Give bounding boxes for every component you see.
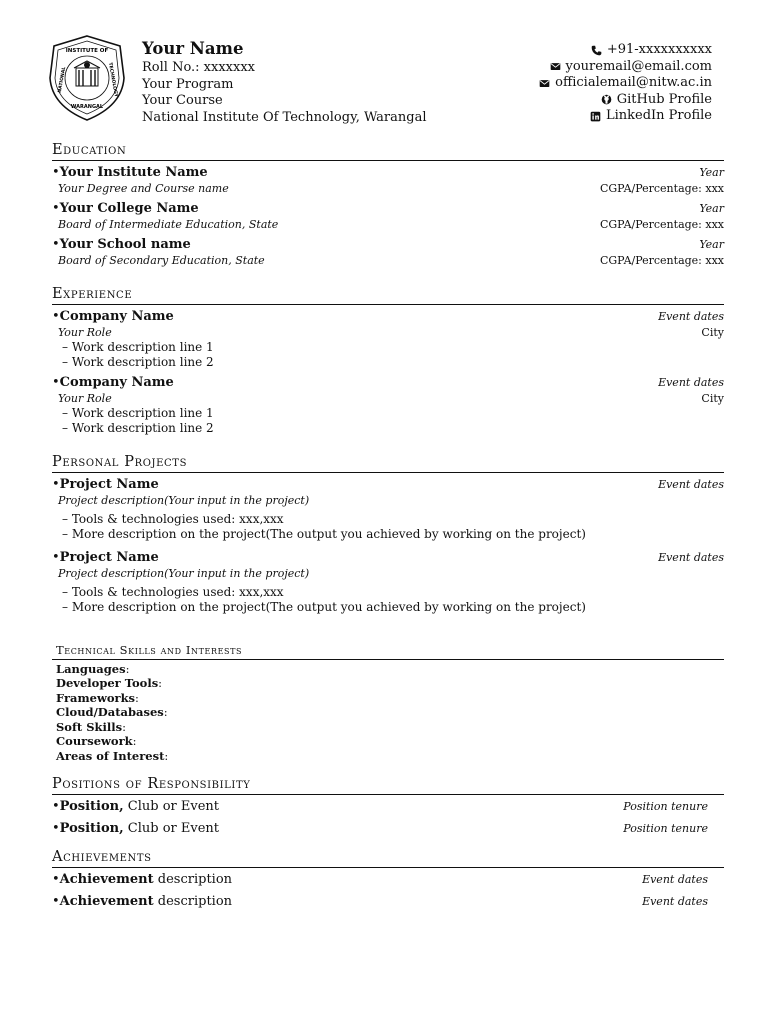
education-section [52, 142, 724, 268]
github-icon [601, 94, 612, 105]
event-dates: Event dates [642, 873, 708, 886]
company-name: Company Name [59, 375, 174, 390]
envelope-icon [539, 78, 550, 89]
logo-text-bottom: WARANGAL [70, 104, 104, 110]
institute-name: National Institute Of Technology, Warangal [142, 109, 427, 125]
education-year: Year [699, 202, 724, 215]
experience-section [52, 286, 724, 436]
github-link: GitHub Profile [616, 91, 712, 107]
logo-text-right: TECHNOLOGY [106, 62, 118, 98]
city: City [701, 326, 724, 339]
project-description: Project description(Your input in the project) [58, 567, 310, 580]
linkedin-link: LinkedIn Profile [605, 108, 712, 123]
email-link: youremail@email.com [565, 58, 712, 74]
project-detail: – Tools & technologies used: xxx,xxx [62, 512, 284, 526]
role: Your Role [58, 326, 112, 339]
experience-title: Experience [52, 286, 724, 305]
institute-logo-icon [48, 34, 126, 122]
education-year: Year [699, 166, 724, 179]
envelope-icon [550, 61, 561, 72]
header-contacts [539, 42, 712, 125]
contact-github[interactable] [539, 92, 712, 109]
skill-row: Cloud/Databases: [56, 705, 168, 719]
role: Your Role [58, 392, 112, 405]
education-title: Education [52, 142, 724, 161]
event-dates: Event dates [658, 310, 724, 323]
logo-text-left: NATIONAL [57, 66, 68, 94]
education-item: •Your Institute Name Year Your Degree and Course name CGPA/Percentage: xxx [52, 165, 724, 195]
achievements-title: Achievements [52, 849, 724, 868]
institution-name: Your Institute Name [59, 165, 208, 180]
event-dates: Event dates [658, 478, 724, 491]
project-name: Project Name [59, 477, 159, 492]
degree-name: Board of Secondary Education, State [58, 254, 265, 267]
contact-email[interactable] [539, 59, 712, 76]
project-detail: – More description on the project(The output you achieved by working on the project) [62, 600, 586, 614]
event-dates: Event dates [642, 895, 708, 908]
company-name: Company Name [59, 309, 174, 324]
education-score: CGPA/Percentage: xxx [599, 218, 724, 231]
candidate-name: Your Name [142, 39, 244, 58]
experience-item: •Company Name Event dates Your Role City – Work description line 1 – Work description line 2 [52, 309, 724, 369]
projects-section [52, 454, 724, 615]
official-email-link: officialemail@nitw.ac.in [555, 75, 712, 90]
education-item: •Your College Name Year Board of Intermediate Education, State CGPA/Percentage: xxx [52, 201, 724, 231]
skill-row: Coursework: [56, 734, 137, 748]
project-detail: – Tools & technologies used: xxx,xxx [62, 585, 284, 599]
work-description: – Work description line 2 [62, 355, 214, 369]
roll-number: Roll No.: xxxxxxx [142, 60, 256, 75]
position-tenure: Position tenure [623, 822, 708, 835]
achievement-item: •Achievement description Event dates [52, 872, 708, 887]
positions-title: Positions of Responsibility [52, 776, 724, 795]
linkedin-icon [590, 111, 601, 122]
project-description: Project description(Your input in the project) [58, 494, 310, 507]
experience-item: •Company Name Event dates Your Role City – Work description line 1 – Work description line 2 [52, 375, 724, 435]
education-item: •Your School name Year Board of Secondary Education, State CGPA/Percentage: xxx [52, 237, 724, 267]
contact-official-email[interactable] [539, 75, 712, 92]
projects-title: Personal Projects [52, 454, 724, 473]
phone-text: +91-xxxxxxxxxx [606, 42, 712, 57]
contact-phone[interactable] [539, 42, 712, 59]
project-item: •Project Name Event dates Project description(Your input in the project) – Tools & technologies used: xxx,xxx – More description on the project(The output you achieved by working on the project) [52, 550, 724, 614]
education-score: CGPA/Percentage: xxx [599, 254, 724, 267]
position-item: •Position, Club or Event Position tenure [52, 821, 708, 836]
work-description: – Work description line 1 [62, 406, 214, 420]
city: City [701, 392, 724, 405]
skill-row: Languages: [56, 661, 130, 676]
skill-row: Frameworks: [56, 690, 139, 705]
work-description: – Work description line 1 [62, 340, 214, 354]
achievements-section [52, 849, 724, 910]
contact-linkedin[interactable] [539, 108, 712, 125]
logo-text-top: INSTITUTE OF [65, 48, 109, 54]
header-identity [142, 38, 427, 126]
project-name: Project Name [59, 550, 159, 565]
education-score: CGPA/Percentage: xxx [599, 182, 724, 195]
project-detail: – More description on the project(The output you achieved by working on the project) [62, 527, 586, 541]
project-item: •Project Name Event dates Project description(Your input in the project) – Tools & technologies used: xxx,xxx – More description on the project(The output you achieved by working on the project) [52, 477, 724, 541]
program: Your Program [142, 76, 234, 92]
position-tenure: Position tenure [623, 800, 708, 813]
skill-row: Developer Tools: [56, 676, 163, 690]
phone-icon [591, 45, 602, 56]
degree-name: Your Degree and Course name [58, 182, 229, 195]
positions-section [52, 776, 724, 837]
course: Your Course [142, 93, 223, 108]
position-item: •Position, Club or Event Position tenure [52, 799, 708, 814]
event-dates: Event dates [658, 551, 724, 564]
education-year: Year [699, 238, 724, 251]
skill-row: Areas of Interest: [56, 748, 169, 763]
skill-row: Soft Skills: [56, 719, 126, 734]
degree-name: Board of Intermediate Education, State [58, 218, 279, 231]
skills-section [52, 643, 724, 763]
event-dates: Event dates [658, 376, 724, 389]
institution-name: Your College Name [59, 201, 199, 216]
work-description: – Work description line 2 [62, 421, 214, 435]
institution-name: Your School name [59, 237, 191, 252]
achievement-item: •Achievement description Event dates [52, 894, 708, 909]
skills-title: Technical Skills and Interests [52, 643, 724, 660]
